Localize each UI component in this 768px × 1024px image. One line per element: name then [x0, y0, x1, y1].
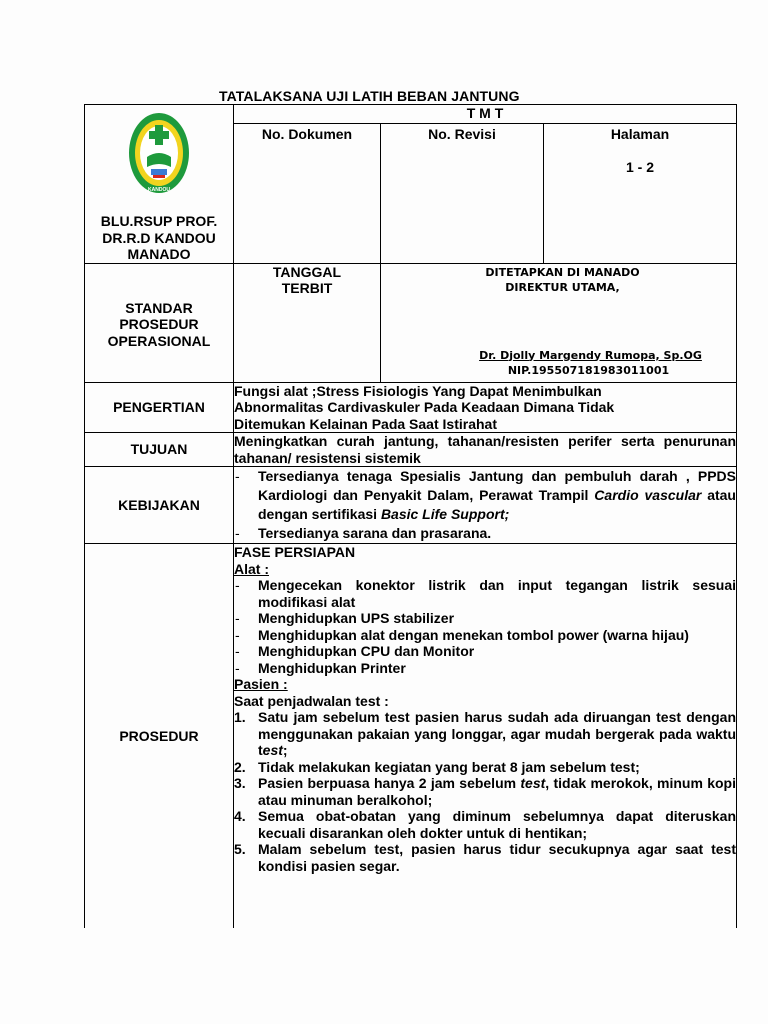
- tujuan-label-cell: TUJUAN: [85, 433, 234, 467]
- alat-item: - Mengecekan konektor listrik dan input tegangan listrik sesuai modifikasi alat: [234, 577, 736, 610]
- hospital-logo-icon: [126, 111, 192, 199]
- tanggal-terbit-cell: [234, 263, 381, 382]
- logo-text: KANDOU: [148, 187, 170, 193]
- sop-table: [84, 104, 737, 928]
- spo-label-cell: STANDAR PROSEDUR OPERASIONAL: [85, 263, 234, 382]
- hospital-name: BLU.RSUP PROF. DR.R.D KANDOU MANADO: [100, 213, 218, 262]
- kebijakan-item: - Tersedianya tenaga Spesialis Jantung dan pembuluh darah , PPDS Kardiologi dan Penyakit Dalam, Perawat Trampil Cardio vascular atau dengan sertifikasi Basic Life Support;: [234, 467, 736, 524]
- halaman-label: Halaman: [610, 125, 670, 142]
- direktur-text: DIREKTUR UTAMA,: [505, 280, 620, 294]
- hospital-identity-cell: [85, 105, 234, 264]
- no-revisi-label: No. Revisi: [428, 125, 496, 142]
- step-item: 5. Malam sebelum test, pasien harus tidur secukupnya agar saat test kondisi pasien segar.: [234, 841, 736, 874]
- pengertian-content: Fungsi alat ;Stress Fisiologis Yang Dapat Menimbulkan Abnormalitas Cardivaskuler Pada Keadaan Dimana Tidak Ditemukan Kelainan Pada Saat Istirahat: [234, 382, 737, 433]
- step-item: 1. Satu jam sebelum test pasien harus sudah ada diruangan test dengan menggunakan pakaian yang longgar, agar mudah bergerak pada waktu test;: [234, 709, 736, 758]
- ditetapkan-text: DITETAPKAN DI MANADO: [485, 265, 640, 279]
- jadwal-heading: Saat penjadwalan test :: [234, 692, 389, 709]
- kebijakan-item: - Tersedianya sarana dan prasarana.: [234, 524, 736, 543]
- alat-heading: Alat :: [234, 560, 269, 577]
- halaman-value: 1 - 2: [625, 159, 654, 176]
- alat-item: - Menghidupkan CPU dan Monitor: [234, 643, 736, 660]
- signer-name: Dr. Djolly Margendy Rumopa, Sp.OG: [479, 348, 702, 362]
- approval-cell: [381, 263, 737, 382]
- alat-list: [234, 577, 736, 676]
- pasien-heading: Pasien :: [234, 676, 288, 692]
- kebijakan-content: [234, 467, 737, 544]
- no-dokumen-cell: [234, 123, 381, 263]
- prosedur-label-cell: PROSEDUR: [85, 544, 234, 928]
- kebijakan-label-cell: KEBIJAKAN: [85, 467, 234, 544]
- tujuan-content: Meningkatkan curah jantung, tahanan/resisten perifer serta penurunan tahanan/ resistensi sistemik: [234, 433, 736, 466]
- tanggal-terbit-label: TANGGAL TERBIT: [272, 263, 342, 296]
- no-revisi-cell: [381, 123, 544, 263]
- step-item: 4. Semua obat-obatan yang diminum sebelumnya dapat diteruskan kecuali disarankan oleh dokter untuk di hentikan;: [234, 808, 736, 841]
- step-item: 3. Pasien berpuasa hanya 2 jam sebelum test, tidak merokok, minum kopi atau minuman beralkohol;: [234, 775, 736, 808]
- signer-nip: NIP.195507181983011001: [507, 363, 670, 377]
- alat-item: - Menghidupkan Printer: [234, 660, 736, 677]
- alat-item: - Menghidupkan alat dengan menekan tombol power (warna hijau): [234, 627, 736, 644]
- halaman-cell: [544, 123, 737, 263]
- step-item: 2. Tidak melakukan kegiatan yang berat 8 jam sebelum test;: [234, 758, 640, 775]
- tmt-label: T M T: [466, 105, 504, 121]
- no-dokumen-label: No. Dokumen: [261, 125, 353, 142]
- fase-heading: FASE PERSIAPAN: [234, 544, 356, 560]
- steps-list: [234, 709, 736, 874]
- alat-item: - Menghidupkan UPS stabilizer: [234, 610, 736, 627]
- pengertian-label-cell: PENGERTIAN: [85, 382, 234, 433]
- tmt-cell: [234, 105, 737, 124]
- prosedur-content: [234, 544, 737, 928]
- document-title: TATALAKSANA UJI LATIH BEBAN JANTUNG: [219, 88, 520, 104]
